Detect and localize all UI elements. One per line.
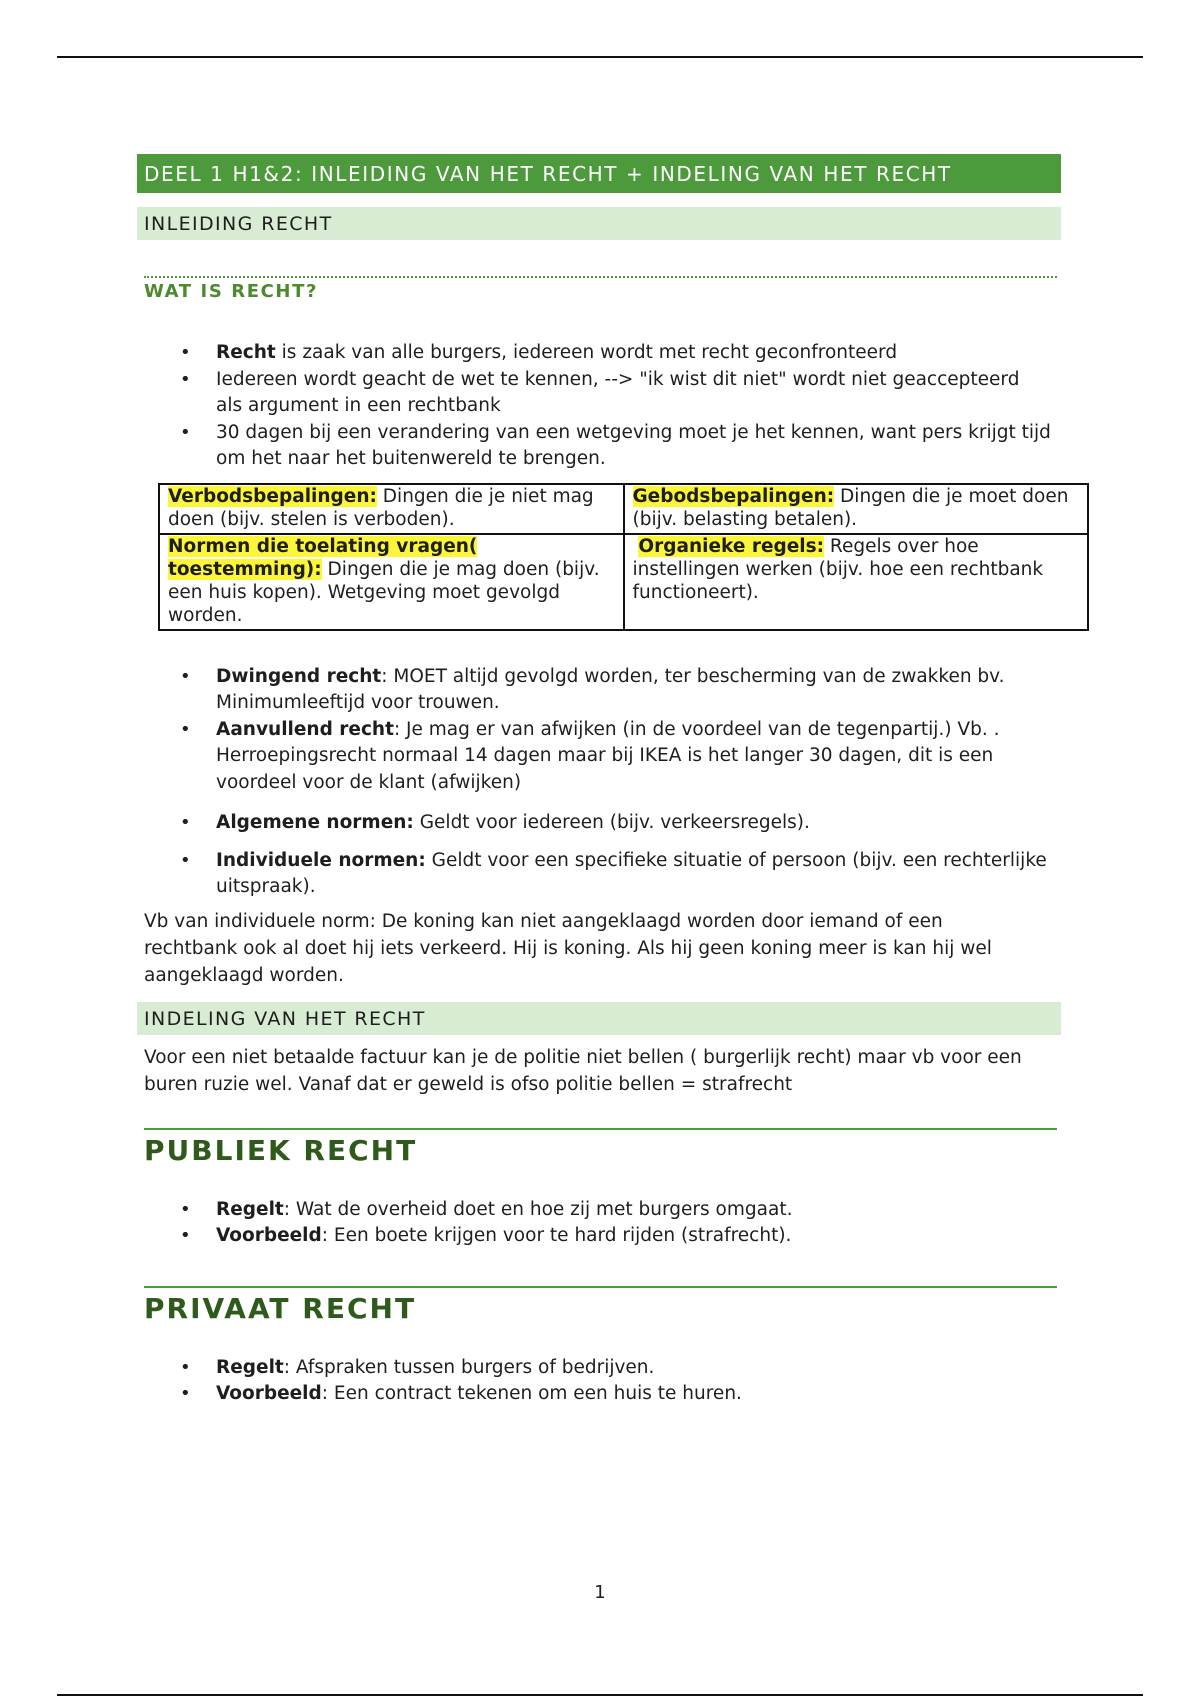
bullet-list-algemene	[137, 810, 1061, 837]
list-item: • Regelt: Wat de overheid doet en hoe zij met burgers omgaat.	[137, 1197, 1051, 1224]
list-item: • Algemene normen: Geldt voor iedereen (bijv. verkeersregels).	[137, 810, 1051, 837]
section-heading-indeling: INDELING VAN HET RECHT	[137, 1002, 1061, 1035]
list-item: • 30 dagen bij een verandering van een wetgeving moet je het kennen, want pers krijgt tijd om het naar het buitenwereld te brengen.	[137, 420, 1051, 473]
table-cell-normen-toelating: Normen die toelating vragen( toestemming): Dingen die je mag doen (bijv. een huis kopen). Wetgeving moet gevolgd worden.	[159, 534, 624, 630]
list-item: • Regelt: Afspraken tussen burgers of bedrijven.	[137, 1355, 1051, 1382]
list-item: • Dwingend recht: MOET altijd gevolgd worden, ter bescherming van de zwakken bv. Minimumleeftijd voor trouwen.	[137, 664, 1051, 717]
paragraph-indeling: Voor een niet betaalde factuur kan je de politie niet bellen ( burgerlijk recht) maar vb voor een buren ruzie wel. Vanaf dat er geweld is ofso politie bellen = strafrecht	[144, 1046, 1022, 1095]
table-cell-organieke-regels: Organieke regels: Regels over hoe instellingen werken (bijv. hoe een rechtbank functioneert).	[624, 534, 1089, 630]
subheading-wat-is-recht: WAT IS RECHT?	[144, 276, 1057, 309]
heading-publiek-recht: PUBLIEK RECHT	[144, 1128, 1057, 1176]
bullet-list-publiek	[137, 1197, 1061, 1250]
bottom-rule	[57, 1694, 1143, 1696]
bullet-list-intro	[137, 340, 1061, 473]
list-item: • Aanvullend recht: Je mag er van afwijken (in de voordeel van de tegenpartij.) Vb. . Herroepingsrecht normaal 14 dagen maar bij IKEA is het langer 30 dagen, dit is een voordeel voor de klant (afwijken)	[137, 717, 1051, 797]
list-item: • Individuele normen: Geldt voor een specifieke situatie of persoon (bijv. een rechterlijke uitspraak).	[137, 848, 1051, 901]
norms-table	[158, 483, 1089, 631]
page-number: 1	[594, 1582, 606, 1603]
list-item: • Iedereen wordt geacht de wet te kennen, --> "ik wist dit niet" wordt niet geaccepteerd als argument in een rechtbank	[137, 367, 1051, 420]
top-rule	[57, 56, 1143, 58]
heading-privaat-recht: PRIVAAT RECHT	[144, 1286, 1057, 1334]
bullet-list-individuele	[137, 848, 1061, 901]
list-item: • Voorbeeld: Een contract tekenen om een huis te huren.	[137, 1381, 1051, 1408]
table-cell-verbodsbepalingen: Verbodsbepalingen: Dingen die je niet mag doen (bijv. stelen is verboden).	[159, 484, 624, 534]
list-item: • Voorbeeld: Een boete krijgen voor te hard rijden (strafrecht).	[137, 1223, 1051, 1250]
chapter-heading: DEEL 1 H1&2: INLEIDING VAN HET RECHT + INDELING VAN HET RECHT	[137, 154, 1061, 193]
section-heading-inleiding: INLEIDING RECHT	[137, 207, 1061, 240]
bullet-list-privaat	[137, 1355, 1061, 1408]
table-cell-gebodsbepalingen: Gebodsbepalingen: Dingen die je moet doen (bijv. belasting betalen).	[624, 484, 1089, 534]
bullet-list-recht-types	[137, 664, 1061, 797]
list-item: • Recht is zaak van alle burgers, iedereen wordt met recht geconfronteerd	[137, 340, 1051, 367]
document-content	[137, 154, 1069, 1408]
paragraph-individuele-voorbeeld: Vb van individuele norm: De koning kan niet aangeklaagd worden door iemand of een rechtbank ook al doet hij iets verkeerd. Hij is koning. Als hij geen koning meer is kan hij wel aangeklaagd worden.	[144, 910, 992, 986]
